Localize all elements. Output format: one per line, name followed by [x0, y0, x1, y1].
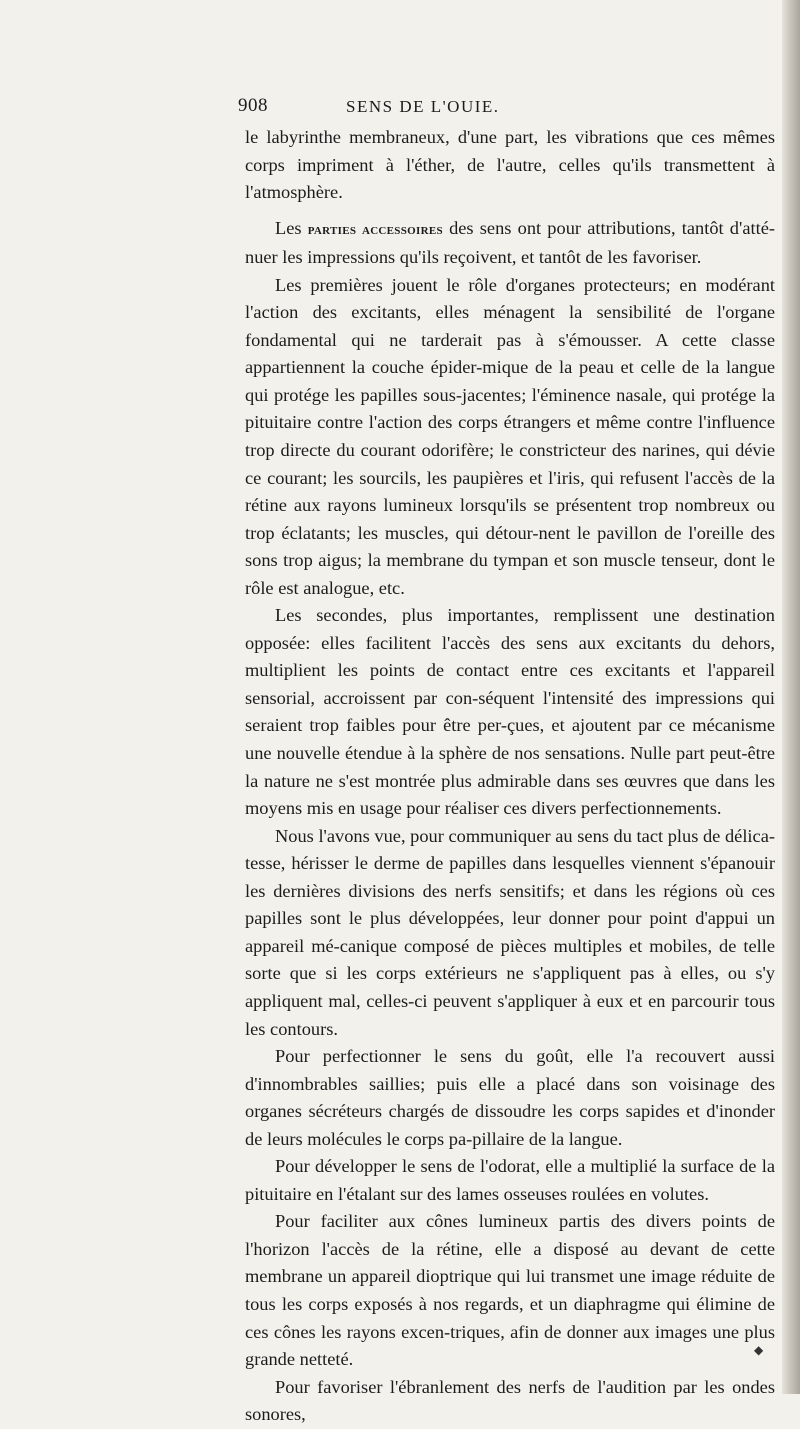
page-edge	[782, 0, 800, 1394]
page-number: 908	[238, 95, 268, 116]
paragraph-2-body: des sens ont pour attributions, tantôt d'atté-nuer les impressions qu'ils reçoivent, et tantôt de les favoriser.	[245, 217, 775, 268]
paragraph-2-lead: Les	[275, 217, 308, 238]
paragraph-5: Nous l'avons vue, pour communiquer au sens du tact plus de délica-tesse, hérisser le derme de papilles dans lesquelles viennent s'épanouir les dernières divisions des nerfs sensitifs; et dans les régions où ces papilles sont le plus développées, leur donner pour point d'appui un appareil mé-canique composé de pièces multiples et mobiles, de telle sorte que si les corps extérieurs ne s'appliquent pas à elles, ou s'y appliquent mal, celles-ci peuvent s'appliquer à eux et en parcourir tous les contours.	[245, 825, 775, 1039]
paragraph-4: Les secondes, plus importantes, remplissent une destination opposée: elles facilitent l'accès des sens aux excitants du dehors, multiplient les points de contact entre ces excitants et l'appareil sensorial, accroissent par con-séquent l'intensité des impressions qui seraient trop faibles pour être per-çues, et ajoutent par ce mécanisme une nouvelle étendue à la sphère de nos sensations. Nulle part peut-être la nature ne s'est montrée plus admirable dans ses œuvres que dans les moyens mis en usage pour réaliser ces divers perfectionnements.	[245, 605, 775, 819]
paragraph-3: Les premières jouent le rôle d'organes protecteurs; en modérant l'action des excitants, elles ménagent la sensibilité de l'organe fondamental qui ne tarderait pas à s'émousser. A cette classe appartiennent la couche épider-mique de la peau et celle de la langue qui protége les papilles sous-jacentes; l'éminence nasale, qui protége la pituitaire contre l'action des corps étrangers et même contre l'influence trop directe du courant odorifère; le constricteur des narines, qui dévie ce courant; les sourcils, les paupières et l'iris, qui refusent l'accès de la rétine aux rayons lumineux lorsqu'ils se présentent trop nombreux ou trop éclatants; les muscles, qui détour-nent le pavillon de l'oreille des sons trop aigus; la membrane du tympan et son muscle tenseur, dont le rôle est analogue, etc.	[245, 274, 775, 598]
emphasis-parties-accessoires: parties accessoires	[307, 221, 443, 238]
paragraph-6: Pour perfectionner le sens du goût, elle l'a recouvert aussi d'innombrables saillies; puis elle a placé dans son voisinage des organes sécréteurs chargés de dissoudre les corps sapides et d'inonder de leurs molécules le corps pa-pillaire de la langue.	[245, 1046, 775, 1149]
page-header	[0, 95, 800, 119]
print-mark: ◆	[754, 1343, 764, 1357]
paragraph-7: Pour développer le sens de l'odorat, elle a multiplié la surface de la pituitaire en l'étalant sur des lames osseuses roulées en volutes.	[245, 1156, 775, 1204]
body-text	[245, 124, 775, 1429]
paragraph-8: Pour faciliter aux cônes lumineux partis des divers points de l'horizon l'accès de la rétine, elle a disposé au devant de cette membrane un appareil dioptrique qui lui transmet une image réduite de tous les corps exposés à nos regards, et un diaphragme qui élimine de ces cônes les rayons excen-triques, afin de donner aux images une plus grande netteté.	[245, 1211, 775, 1370]
paragraph-1: le labyrinthe membraneux, d'une part, les vibrations que ces mêmes corps impriment à l'éther, de l'autre, celles qu'ils transmettent à l'atmosphère.	[245, 127, 775, 203]
paragraph-2	[245, 215, 775, 272]
paragraph-9: Pour favoriser l'ébranlement des nerfs de l'audition par les ondes sonores,	[245, 1376, 775, 1425]
running-title: SENS DE L'OUIE.	[346, 97, 500, 116]
